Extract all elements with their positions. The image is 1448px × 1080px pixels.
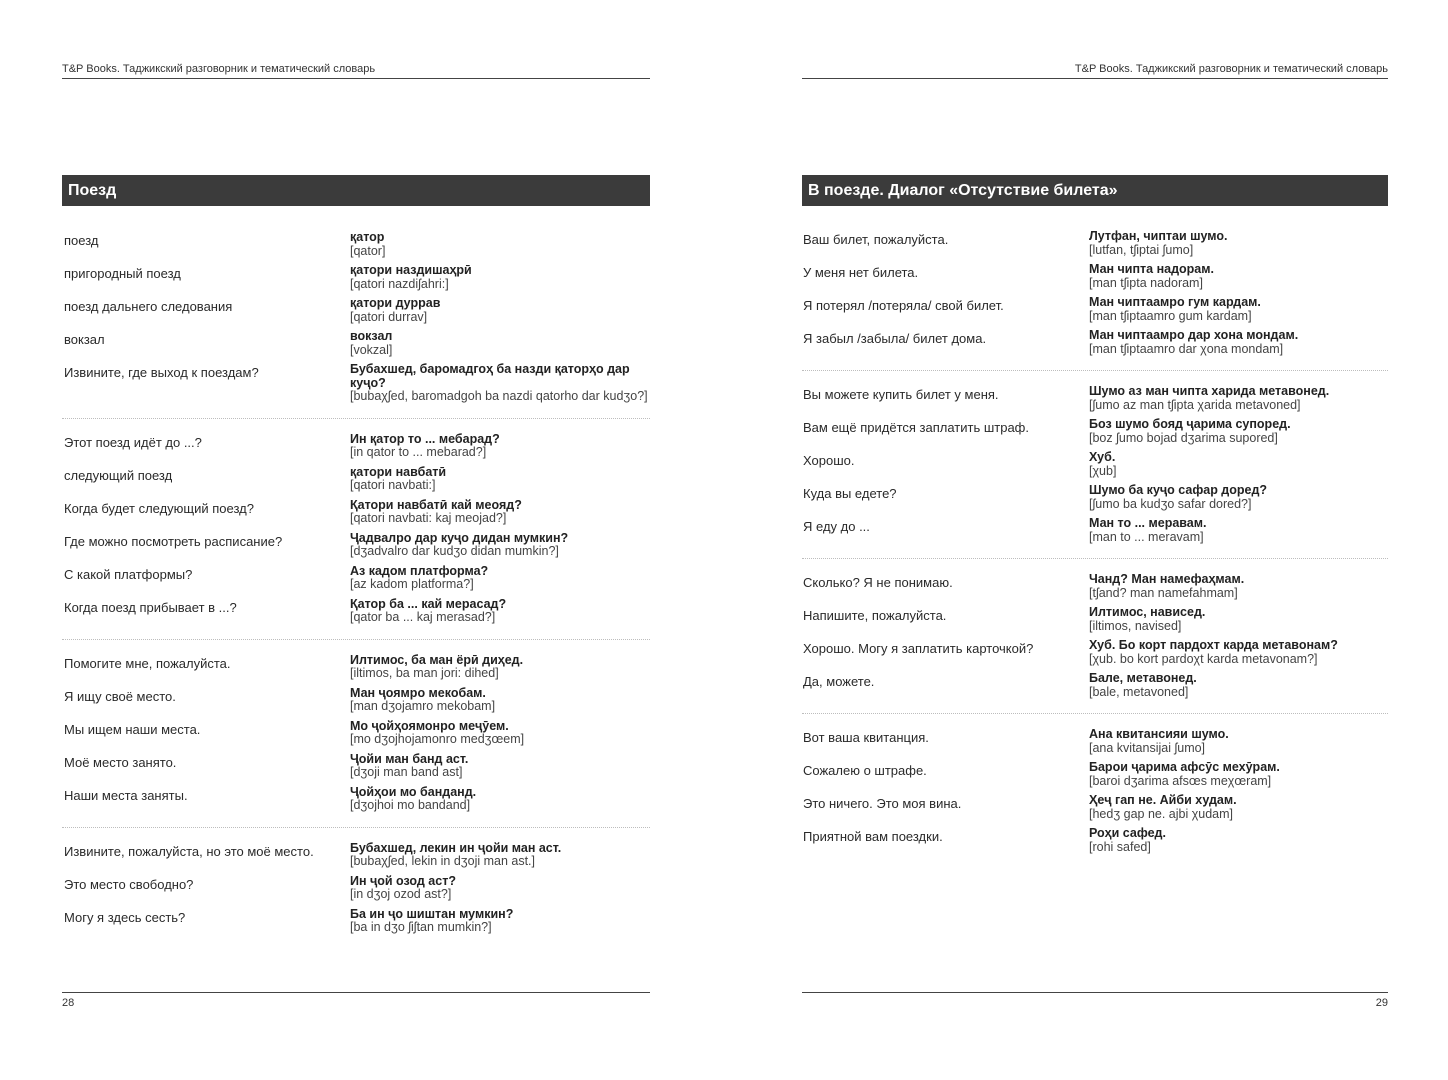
russian-phrase: вокзал xyxy=(64,332,105,347)
russian-phrase: Сожалею о штрафе. xyxy=(803,763,927,778)
russian-phrase: Вы можете купить билет у меня. xyxy=(803,387,999,402)
tajik-phrase: қатори дуррав xyxy=(350,296,441,310)
page-number: 28 xyxy=(62,992,650,1009)
transcription: [az kadom platforma?] xyxy=(350,577,474,591)
russian-phrase: У меня нет билета. xyxy=(803,265,919,280)
transcription: [bale, metavoned] xyxy=(1089,684,1189,699)
tajik-phrase: Боз шумо бояд ҷарима супоред. xyxy=(1089,417,1291,431)
group-divider xyxy=(802,558,1388,559)
phrase-list xyxy=(802,230,1388,860)
tajik-translation xyxy=(1089,484,1388,511)
section-title: В поезде. Диалог «Отсутствие билета» xyxy=(802,175,1388,206)
tajik-phrase: Ҷойи ман банд аст. xyxy=(350,751,469,766)
russian-phrase: Мы ищем наши места. xyxy=(64,721,201,737)
transcription: [iltimos, navised] xyxy=(1089,618,1182,633)
tajik-translation xyxy=(350,433,650,460)
tajik-translation xyxy=(1089,794,1388,821)
tajik-phrase: Ба ин ҷо шиштан мумкин? xyxy=(350,906,514,921)
group-divider xyxy=(62,418,650,419)
tajik-phrase: Ман чипта надорам. xyxy=(1089,262,1214,276)
tajik-translation xyxy=(350,330,650,357)
tajik-translation xyxy=(350,532,650,559)
transcription: [man tʃiptaamro dar χona mondam] xyxy=(1089,341,1284,356)
phrase-entry xyxy=(802,794,1388,821)
tajik-phrase: қатори навбатӣ xyxy=(350,464,447,479)
tajik-translation xyxy=(350,720,650,747)
phrase-entry xyxy=(802,329,1388,356)
transcription: [lutfan, tʃiptai ʃumo] xyxy=(1089,242,1194,257)
russian-phrase: С какой платформы? xyxy=(64,566,193,582)
tajik-phrase: Аз кадом платформа? xyxy=(350,563,489,578)
tajik-phrase: Хуб. Бо корт пардохт карда метавонам? xyxy=(1089,638,1338,652)
transcription: [iltimos, ba man jori: dihed] xyxy=(350,666,499,680)
phrase-entry xyxy=(62,565,650,592)
phrase-entry xyxy=(62,264,650,291)
tajik-translation xyxy=(350,654,650,681)
phrase-entry xyxy=(802,573,1388,600)
russian-phrase: Я ищу своё место. xyxy=(64,688,176,704)
group-divider xyxy=(802,370,1388,371)
phrase-entry xyxy=(62,499,650,526)
phrase-entry xyxy=(62,532,650,559)
phrase-entry xyxy=(62,231,650,258)
running-head: T&P Books. Таджикский разговорник и тематический словарь xyxy=(62,63,650,79)
transcription: [bubaχʃed, lekin in dʒoji man ast.] xyxy=(350,854,536,868)
transcription: [qator ba ... kaj merasad?] xyxy=(350,610,496,624)
tajik-translation xyxy=(1089,517,1388,544)
tajik-translation xyxy=(350,231,650,258)
tajik-translation xyxy=(350,297,650,324)
tajik-phrase: Ҷойҳои мо банданд. xyxy=(350,784,477,799)
tajik-translation xyxy=(1089,606,1388,633)
transcription: [man to ... meravam] xyxy=(1089,529,1204,544)
phrase-entry xyxy=(62,842,650,869)
tajik-translation xyxy=(350,499,650,526)
tajik-translation xyxy=(1089,418,1388,445)
tajik-translation xyxy=(350,842,650,869)
phrase-entry xyxy=(802,827,1388,854)
tajik-translation xyxy=(350,363,650,404)
tajik-phrase: Шумо аз ман чипта харида метавонед. xyxy=(1089,384,1330,398)
tajik-phrase: Шумо ба куҷо сафар доред? xyxy=(1089,483,1268,497)
phrase-entry xyxy=(62,654,650,681)
transcription: [man dʒojamro mekobam] xyxy=(350,699,496,713)
tajik-phrase: Бале, метавонед. xyxy=(1089,671,1197,685)
russian-phrase: Хорошо. Могу я заплатить карточкой? xyxy=(803,641,1034,656)
phrase-entry xyxy=(62,786,650,813)
tajik-translation xyxy=(1089,761,1388,788)
transcription: [ʃumo ba kudʒo safar dored?] xyxy=(1089,496,1252,511)
transcription: [ʃumo az man tʃipta χarida metavoned] xyxy=(1089,397,1301,412)
tajik-translation xyxy=(350,908,650,935)
transcription: [rohi safed] xyxy=(1089,839,1151,854)
running-head: T&P Books. Таджикский разговорник и тематический словарь xyxy=(802,63,1388,79)
transcription: [dʒojhoi mo bandand] xyxy=(350,798,471,812)
transcription: [dʒadvalro dar kudʒo didan mumkin?] xyxy=(350,544,559,558)
tajik-phrase: Ҷадвалро дар куҷо дидан мумкин? xyxy=(350,530,569,545)
tajik-translation xyxy=(1089,451,1388,478)
tajik-translation xyxy=(350,598,650,625)
tajik-phrase: Чанд? Ман намефаҳмам. xyxy=(1089,572,1245,586)
tajik-phrase: Мо ҷойҳоямонро меҷӯем. xyxy=(350,718,509,733)
phrase-entry xyxy=(802,418,1388,445)
tajik-phrase: Бубахшед, баромадгоҳ ба назди қаторҳо дар куҷо? xyxy=(350,362,630,390)
russian-phrase: Я еду до ... xyxy=(803,519,870,534)
russian-phrase: Приятной вам поездки. xyxy=(803,829,943,844)
phrase-entry xyxy=(62,466,650,493)
transcription: [qatori navbati: kaj meojad?] xyxy=(350,511,507,525)
tajik-phrase: Ин қатор то ... мебарад? xyxy=(350,431,500,446)
russian-phrase: Помогите мне, пожалуйста. xyxy=(64,655,231,671)
transcription: [qatori durrav] xyxy=(350,309,428,324)
transcription: [in dʒoj ozod ast?] xyxy=(350,887,452,901)
phrase-entry xyxy=(802,263,1388,290)
transcription: [tʃand? man namefahmam] xyxy=(1089,585,1238,600)
phrase-entry xyxy=(62,363,650,404)
tajik-translation xyxy=(1089,728,1388,755)
tajik-translation xyxy=(350,687,650,714)
phrase-entry xyxy=(62,875,650,902)
russian-phrase: Это место свободно? xyxy=(64,876,194,892)
group-divider xyxy=(62,827,650,828)
tajik-translation xyxy=(1089,672,1388,699)
phrase-entry xyxy=(802,385,1388,412)
russian-phrase: Куда вы едете? xyxy=(803,486,897,501)
phrase-entry xyxy=(62,297,650,324)
transcription: [ba in dʒo ʃiʃtan mumkin?] xyxy=(350,920,492,934)
tajik-translation xyxy=(1089,385,1388,412)
left-page xyxy=(62,0,650,1080)
russian-phrase: Это ничего. Это моя вина. xyxy=(803,796,962,811)
phrase-list xyxy=(62,231,650,941)
phrase-entry xyxy=(62,908,650,935)
phrase-entry xyxy=(62,687,650,714)
transcription: [mo dʒojhojamonro medʒœem] xyxy=(350,732,525,746)
russian-phrase: Извините, пожалуйста, но это моё место. xyxy=(64,843,314,859)
tajik-phrase: Лутфан, чиптаи шумо. xyxy=(1089,229,1228,243)
tajik-translation xyxy=(1089,230,1388,257)
transcription: [ana kvitansijai ʃumo] xyxy=(1089,740,1206,755)
tajik-translation xyxy=(1089,827,1388,854)
transcription: [in qator to ... mebarad?] xyxy=(350,445,487,459)
russian-phrase: Где можно посмотреть расписание? xyxy=(64,533,283,549)
transcription: [χub] xyxy=(1089,463,1117,478)
tajik-translation xyxy=(1089,263,1388,290)
russian-phrase: Этот поезд идёт до ...? xyxy=(64,434,202,450)
russian-phrase: Когда будет следующий поезд? xyxy=(64,500,254,516)
transcription: [boz ʃumo bojad dʒarima supored] xyxy=(1089,430,1278,445)
tajik-phrase: Ман ҷоямро мекобам. xyxy=(350,685,486,700)
russian-phrase: Вам ещё придётся заплатить штраф. xyxy=(803,420,1029,435)
tajik-phrase: Ман то ... меравам. xyxy=(1089,516,1207,530)
tajik-phrase: Ин ҷой озод аст? xyxy=(350,873,456,888)
tajik-phrase: Хуб. xyxy=(1089,450,1116,464)
phrase-entry xyxy=(62,330,650,357)
transcription: [baroi dʒarima afsœs meχœram] xyxy=(1089,773,1272,788)
russian-phrase: Сколько? Я не понимаю. xyxy=(803,575,953,590)
transcription: [man tʃipta nadoram] xyxy=(1089,275,1203,290)
transcription: [χub. bo kort pardoχt karda metavonam?] xyxy=(1089,651,1318,666)
group-divider xyxy=(62,639,650,640)
russian-phrase: поезд xyxy=(64,233,99,248)
right-page xyxy=(802,0,1388,1080)
tajik-translation xyxy=(350,565,650,592)
phrase-entry xyxy=(802,484,1388,511)
section-title: Поезд xyxy=(62,175,650,206)
phrase-entry xyxy=(802,517,1388,544)
russian-phrase: Когда поезд прибывает в ...? xyxy=(64,599,237,615)
phrase-entry xyxy=(802,728,1388,755)
russian-phrase: Моё место занято. xyxy=(64,754,177,770)
tajik-phrase: Роҳи сафед. xyxy=(1089,826,1166,840)
tajik-translation xyxy=(1089,329,1388,356)
phrase-entry xyxy=(62,433,650,460)
phrase-entry xyxy=(802,451,1388,478)
russian-phrase: следующий поезд xyxy=(64,467,173,483)
russian-phrase: пригородный поезд xyxy=(64,266,181,281)
tajik-phrase: Бубахшед, лекин ин ҷойи ман аст. xyxy=(350,840,562,855)
transcription: [vokzal] xyxy=(350,342,393,357)
transcription: [qatori nazdiʃahri:] xyxy=(350,276,449,291)
tajik-phrase: Қатори навбатӣ кай меояд? xyxy=(350,497,522,512)
russian-phrase: Ваш билет, пожалуйста. xyxy=(803,232,949,247)
tajik-translation xyxy=(350,786,650,813)
tajik-phrase: Илтимос, ба ман ёрӣ диҳед. xyxy=(350,652,524,667)
phrase-entry xyxy=(802,761,1388,788)
phrase-entry xyxy=(62,598,650,625)
russian-phrase: Могу я здесь сесть? xyxy=(64,909,186,925)
tajik-translation xyxy=(1089,573,1388,600)
tajik-phrase: Илтимос, нависед. xyxy=(1089,605,1206,619)
transcription: [qator] xyxy=(350,243,386,258)
transcription: [man tʃiptaamro gum kardam] xyxy=(1089,308,1252,323)
tajik-phrase: Ман чиптаамро гум кардам. xyxy=(1089,295,1261,309)
tajik-phrase: Ҳеҷ гап не. Айби худам. xyxy=(1089,793,1237,807)
tajik-phrase: қатор xyxy=(350,230,385,244)
tajik-phrase: Барои ҷарима афсӯс мехӯрам. xyxy=(1089,760,1280,774)
tajik-translation xyxy=(350,264,650,291)
phrase-entry xyxy=(62,753,650,780)
phrase-entry xyxy=(802,672,1388,699)
russian-phrase: Вот ваша квитанция. xyxy=(803,730,929,745)
tajik-phrase: қатори наздишаҳрӣ xyxy=(350,263,472,277)
tajik-translation xyxy=(350,875,650,902)
transcription: [qatori navbati:] xyxy=(350,478,436,492)
transcription: [dʒoji man band ast] xyxy=(350,765,463,779)
russian-phrase: Извините, где выход к поездам? xyxy=(64,365,259,380)
tajik-translation xyxy=(1089,639,1388,666)
group-divider xyxy=(802,713,1388,714)
phrase-entry xyxy=(802,296,1388,323)
tajik-translation xyxy=(1089,296,1388,323)
tajik-phrase: Қатор ба ... кай мерасад? xyxy=(350,596,507,611)
russian-phrase: Я забыл /забыла/ билет дома. xyxy=(803,331,987,346)
page-number: 29 xyxy=(802,992,1388,1009)
phrase-entry xyxy=(802,606,1388,633)
russian-phrase: Да, можете. xyxy=(803,674,875,689)
tajik-translation xyxy=(350,466,650,493)
russian-phrase: поезд дальнего следования xyxy=(64,299,233,314)
russian-phrase: Наши места заняты. xyxy=(64,787,188,803)
tajik-phrase: Ман чиптаамро дар хона мондам. xyxy=(1089,328,1299,342)
tajik-translation xyxy=(350,753,650,780)
tajik-phrase: Ана квитансияи шумо. xyxy=(1089,727,1229,741)
russian-phrase: Напишите, пожалуйста. xyxy=(803,608,947,623)
transcription: [bubaχʃed, baromadgoh ba nazdi qatorho dar kudʒo?] xyxy=(350,389,648,403)
phrase-entry xyxy=(62,720,650,747)
transcription: [hedʒ gap ne. ajbi χudam] xyxy=(1089,806,1234,821)
russian-phrase: Хорошо. xyxy=(803,453,855,468)
russian-phrase: Я потерял /потеряла/ свой билет. xyxy=(803,298,1004,313)
tajik-phrase: вокзал xyxy=(350,329,393,343)
phrase-entry xyxy=(802,230,1388,257)
phrase-entry xyxy=(802,639,1388,666)
